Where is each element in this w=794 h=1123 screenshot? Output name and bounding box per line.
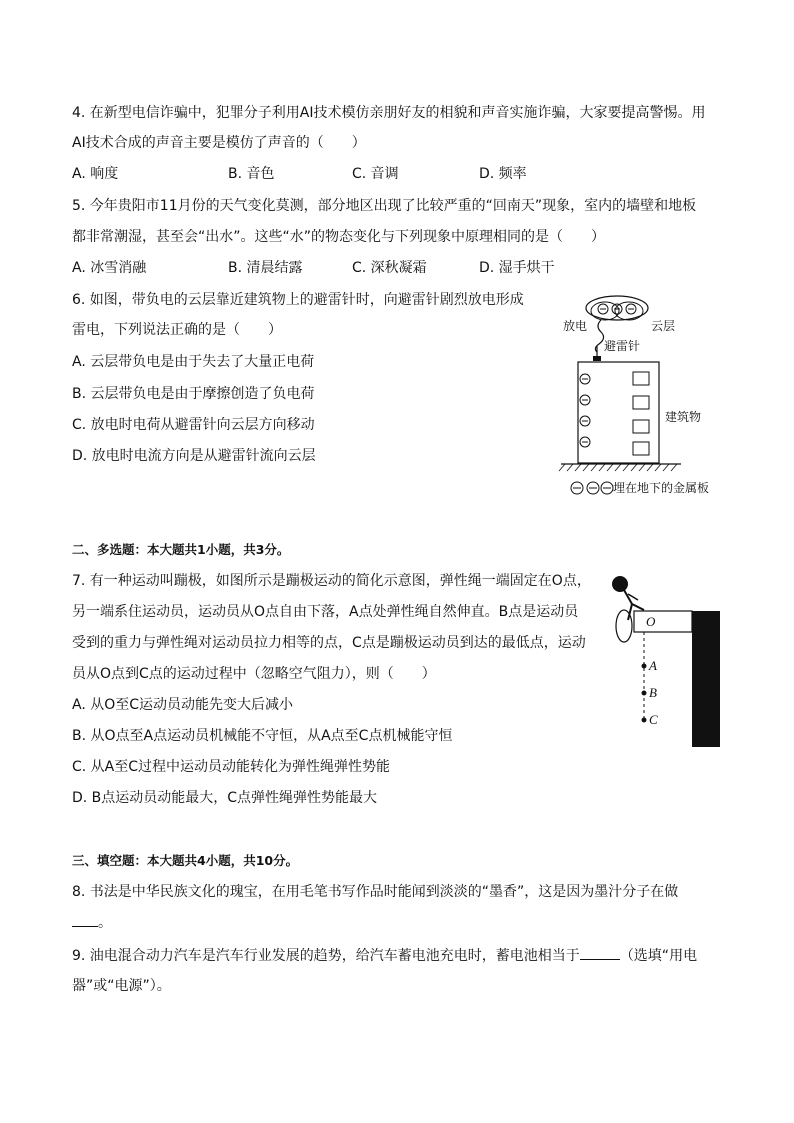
q8-stem-line1: 8. 书法是中华民族文化的瑰宝，在用毛笔书写作品时能闻到淡淡的“墨香”，这是因为墨汁分子在做 <box>72 884 679 900</box>
q6-stem-line2: 雷电，下列说法正确的是（ ） <box>72 322 282 338</box>
q5-option-a: A. 冰雪消融 <box>72 260 147 276</box>
cloud-charges <box>598 304 636 314</box>
q5-stem-line1: 5. 今年贵阳市11月份的天气变化莫测，部分地区出现了比较严重的“回南天”现象，室内的墙壁和地板 <box>72 198 697 214</box>
q4-option-a: A. 响度 <box>72 166 119 182</box>
rod-base <box>593 356 601 361</box>
q7-stem-line2: 另一端系住运动员，运动员从O点自由下落，A点处弹性绳自然伸直。B点是运动员 <box>72 604 579 620</box>
label-metal-plate: 埋在地下的金属板 <box>613 481 710 495</box>
point-c <box>642 718 647 723</box>
q6-option-d: D. 放电时电流方向是从避雷针流向云层 <box>72 448 316 464</box>
q9-stem-line1 <box>72 945 697 966</box>
q5-option-c: C. 深秋凝霜 <box>352 260 427 276</box>
label-b: B <box>649 685 657 700</box>
label-o: O <box>646 614 656 629</box>
q4-option-b: B. 音色 <box>228 166 275 182</box>
platform <box>634 611 692 632</box>
q7-stem-line4: 员从O点到C点的运动过程中（忽略空气阻力），则（ ） <box>72 666 436 682</box>
label-discharge: 放电 <box>563 319 588 333</box>
q6-stem-line1: 6. 如图，带负电的云层靠近建筑物上的避雷针时，向避雷针剧烈放电形成 <box>72 292 524 308</box>
q7-option-a: A. 从O至C运动员动能先变大后减小 <box>72 697 294 713</box>
q8-answer-blank[interactable] <box>72 912 98 927</box>
q7-option-b: B. 从O点至A点运动员机械能不守恒，从A点至C点机械能守恒 <box>72 728 453 744</box>
q4-option-d: D. 频率 <box>479 166 527 182</box>
bungee-figure <box>608 570 724 750</box>
q4-option-c: C. 音调 <box>352 166 399 182</box>
section-2-title: 二、多选题：本大题共1小题，共3分。 <box>72 542 290 557</box>
q7-stem-line3: 受到的重力与弹性绳对运动员拉力相等的点，C点是蹦极运动员到达的最低点，运动 <box>72 635 586 651</box>
q9-line1-end: （选填“用电 <box>619 948 698 964</box>
q4-stem-line2: AI技术合成的声音主要是模仿了声音的（ ） <box>72 135 366 151</box>
q7-stem-line1: 7. 有一种运动叫蹦极，如图所示是蹦极运动的简化示意图，弹性绳一端固定在O点， <box>72 573 591 589</box>
point-b <box>642 691 647 696</box>
q9-stem-line2: 器”或“电源”）。 <box>72 978 171 994</box>
label-cloud: 云层 <box>651 319 676 333</box>
section-3-title: 三、填空题：本大题共4小题，共10分。 <box>72 853 299 868</box>
q9-answer-blank[interactable] <box>580 945 620 960</box>
label-c: C <box>649 712 658 727</box>
q6-option-a: A. 云层带负电是由于失去了大量正电荷 <box>72 354 315 370</box>
lightning-rod-figure <box>555 290 735 505</box>
q8-stem-line2 <box>72 912 112 933</box>
point-a <box>642 664 647 669</box>
q7-option-d: D. B点运动员动能最大，C点弹性绳弹性势能最大 <box>72 790 378 806</box>
label-a: A <box>649 658 657 673</box>
q8-line2-end: 。 <box>98 915 112 931</box>
q5-option-d: D. 湿手烘干 <box>479 260 555 276</box>
q4-stem-line1: 4. 在新型电信诈骗中，犯罪分子利用AI技术模仿亲朋好友的相貌和声音实施诈骗，大家要提高警惕。用 <box>72 105 706 121</box>
label-building: 建筑物 <box>665 410 702 424</box>
ground-hatch <box>559 464 677 471</box>
q5-stem-line2: 都非常潮湿，甚至会“出水”。这些“水”的物态变化与下列现象中原理相同的是（ ） <box>72 229 606 245</box>
q6-option-c: C. 放电时电荷从避雷针向云层方向移动 <box>72 417 315 433</box>
q5-option-b: B. 清晨结露 <box>228 260 303 276</box>
wall <box>692 611 720 747</box>
metal-plate-charges <box>571 482 613 494</box>
q6-option-b: B. 云层带负电是由于摩擦创造了负电荷 <box>72 386 315 402</box>
building-charges <box>580 374 590 447</box>
q7-option-c: C. 从A至C过程中运动员动能转化为弹性绳弹性势能 <box>72 759 391 775</box>
label-rod: 避雷针 <box>604 339 641 353</box>
building-windows <box>633 372 649 455</box>
q9-line1-start: 9. 油电混合动力汽车是汽车行业发展的趋势，给汽车蓄电池充电时，蓄电池相当于 <box>72 948 580 964</box>
cloud-shape <box>586 296 648 320</box>
